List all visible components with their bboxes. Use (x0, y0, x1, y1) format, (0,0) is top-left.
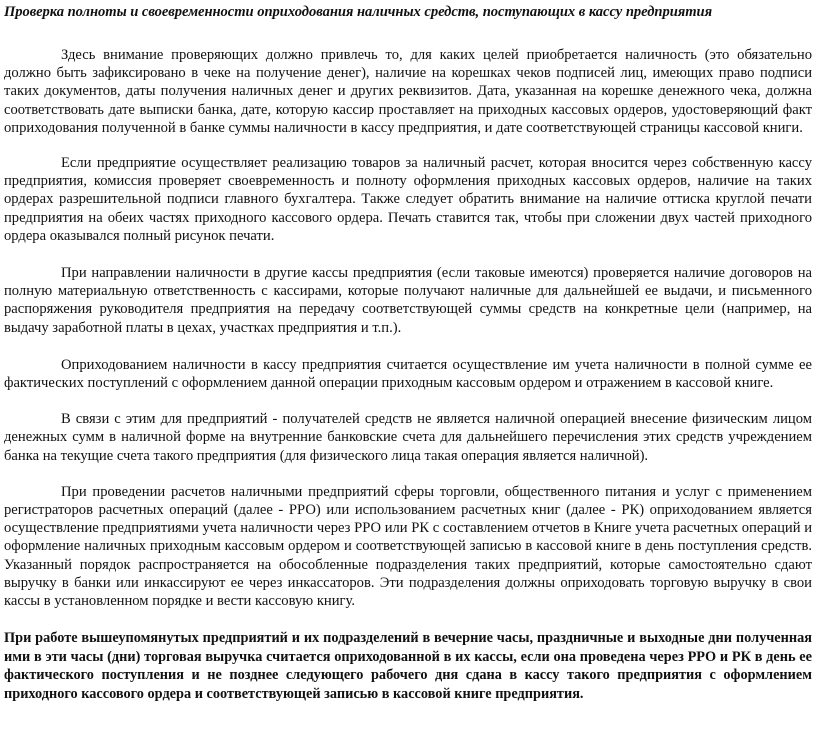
document-page (0, 3, 816, 731)
document-title: Проверка полноты и своевременности оприходования наличных средств, поступающих в кассу предприятия (4, 4, 713, 20)
paragraph-definition: Оприходованием наличности в кассу предприятия считается осуществление им учета наличности в полной сумме ее фактических поступлений с оформлением данной операции приходным кассовым ордером и отражением в кассовой книге. (4, 356, 812, 392)
paragraph-rro-settlements: При проведении расчетов наличными предприятий сферы торговли, общественного питания и услуг с применением регистраторов расчетных операций (далее - РРО) или использованием расчетных книг (далее - РК) оприходованием является осуществление предприятиями учета наличности через РРО или РК с составлением отчетов в Книге учета расчетных операций и оформление наличных приходным кассовым ордером и соответствующей записью в кассовой книге в день поступления средств. Указанный порядок распространяется на обособленные подразделения таких предприятий, которые самостоятельно сдают выручку в банки или инкассируют ее через инкассаторов. Эти подразделения должны оприходовать торговую выручку в свои кассы в установленном порядке и вести кассовую книгу. (4, 483, 812, 610)
paragraph-other-cash-desks: При направлении наличности в другие кассы предприятия (если таковые имеются) проверяется наличие договоров на полную материальную ответственность с кассирами, которые получают наличные для дальнейшей ее выдачи, и письменного распоряжения руководителя предприятия на передачу соответствующей суммы средств на конкретные цели (например, на выдачу заработной платы в цехах, участках предприятия и т.п.). (4, 265, 812, 336)
paragraph-bank-deposits: В связи с этим для предприятий - получателей средств не является наличной операцией внесение физическим лицом денежных сумм в наличной форме на внутренние банковские счета для дальнейшего перечисления этих средств учреждением банка на текущие счета такого предприятия (для физического лица такая операция является наличной). (4, 411, 812, 464)
paragraph-check-receipts: Здесь внимание проверяющих должно привлечь то, для каких целей приобретается наличность (это обязательно должно быть зафиксировано в чеке на получение денег), наличие на корешках чеков подписей лиц, имеющих право подписи таких документов, даты получения наличных денег и других реквизитов. Дата, указанная на корешке денежного чека, должна соответствовать дате выписки банка, дате, которую кассир проставляет на приходных кассовых ордеров, удостоверяющий факт оприходования полученной в банке суммы наличности в кассу предприятия, и дате соответствующей страницы кассовой книги. (4, 47, 812, 136)
paragraph-evening-hours: При работе вышеупомянутых предприятий и их подразделений в вечерние часы, праздничные и выходные дни полученная ими в эти часы (дни) торговая выручка считается оприходованной в их кассы, если она проведена через РРО и РК в день ее фактического поступления и не позднее следующего рабочего дня сдана в кассу такого предприятия с оформлением приходного кассового ордера и соответствующей записью в кассовой книге предприятия. (4, 630, 812, 702)
paragraph-cash-sales: Если предприятие осуществляет реализацию товаров за наличный расчет, которая вносится через собственную кассу предприятия, комиссия проверяет своевременность и полноту оформления приходных кассовых ордеров, наличие на таких ордерах разрешительной подписи главного бухгалтера. Также следует обратить внимание на наличие оттиска круглой печати предприятия на обеих частях приходного кассового ордера. Печать ставится так, чтобы при сложении двух частей приходного ордера оказывался полный рисунок печати. (4, 155, 812, 244)
